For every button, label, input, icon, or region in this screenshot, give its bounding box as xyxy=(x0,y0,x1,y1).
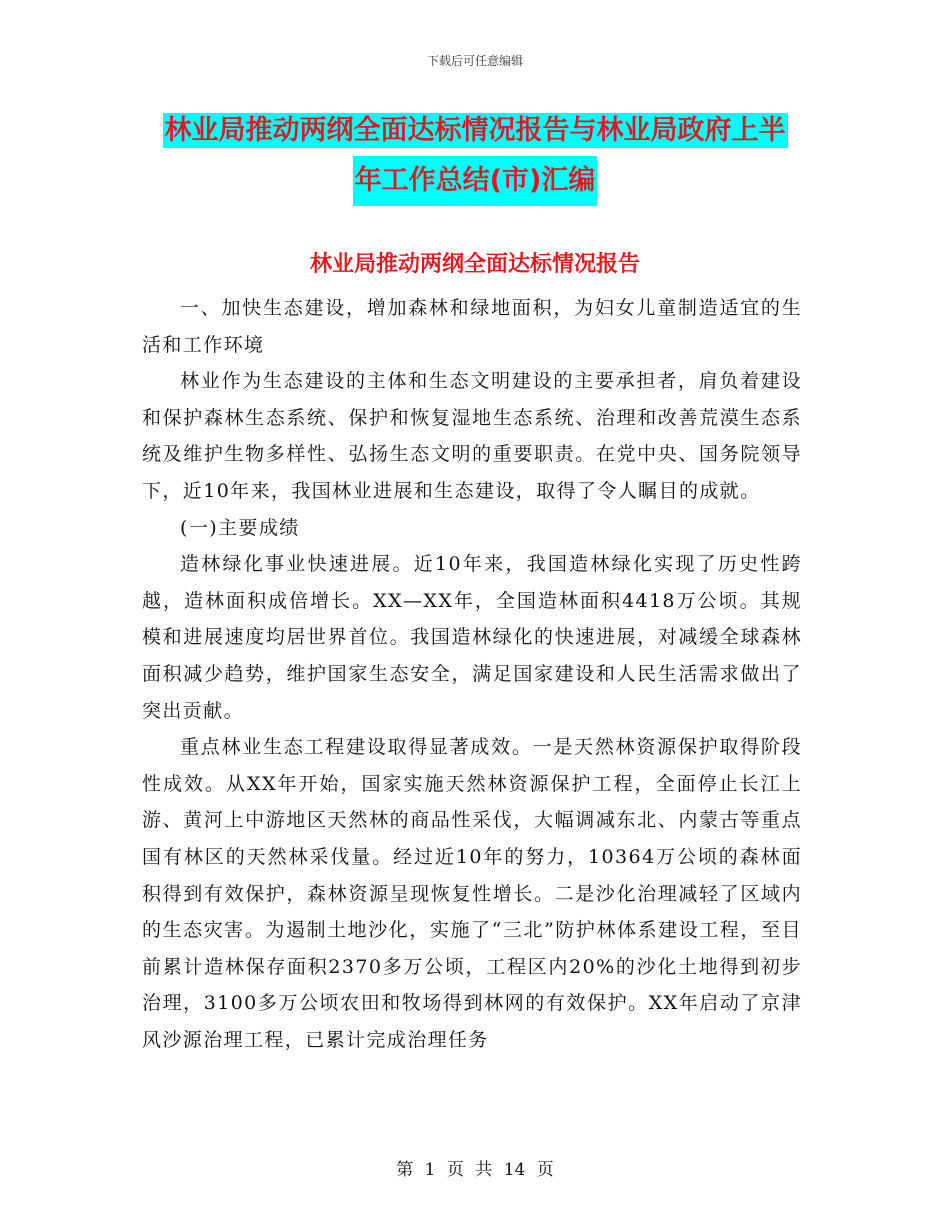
header-note: 下载后可任意编辑 xyxy=(426,54,523,68)
section-title: 林业局推动两纲全面达标情况报告 xyxy=(309,252,640,277)
paragraph: 林业作为生态建设的主体和生态文明建设的主要承担者，肩负着建设和保护森林生态系统、保护和恢复湿地生态系统、治理和改善荒漠生态系统及维护生物多样性、弘扬生态文明的重要职责。在党中央、国务院领导下，近10年来，我国林业进展和生态建设，取得了令人瞩目的成就。 xyxy=(142,370,802,502)
document-title-line1: 林业局推动两纲全面达标情况报告与林业局政府上半 xyxy=(164,115,786,146)
paragraph: 一、加快生态建设，增加森林和绿地面积，为妇女儿童制造适宜的生活和工作环境 xyxy=(142,297,802,356)
paragraph: (一)主要成绩 xyxy=(180,516,300,539)
paragraph: 造林绿化事业快速进展。近10年来，我国造林绿化实现了历史性跨越，造林面积成倍增长。XX—XX年，全国造林面积4418万公顷。其规模和进展速度均居世界首位。我国造林绿化的快速进展，对减缓全球森林面积减少趋势，维护国家生态安全，满足国家建设和人民生活需求做出了突出贡献。 xyxy=(142,553,802,722)
page-footer: 第 1 页 共 14 页 xyxy=(396,1160,554,1180)
paragraph: 重点林业生态工程建设取得显著成效。一是天然林资源保护取得阶段性成效。从XX年开始，国家实施天然林资源保护工程，全面停止长江上游、黄河上中游地区天然林的商品性采伐，大幅调减东北、内蒙古等重点国有林区的天然林采伐量。经过近10年的努力，10364万公顷的森林面积得到有效保护，森林资源呈现恢复性增长。二是沙化治理减轻了区域内的生态灾害。为遏制土地沙化，实施了“三北”防护林体系建设工程，至目前累计造林保存面积2370多万公顷，工程区内20%的沙化土地得到初步治理，3100多万公顷农田和牧场得到林网的有效保护。XX年启动了京津风沙源治理工程，已累计完成治理任务 xyxy=(142,736,802,1051)
body-text xyxy=(142,290,802,1058)
document-title-line2: 年工作总结(市)汇编 xyxy=(353,156,598,206)
document-title xyxy=(0,108,950,206)
